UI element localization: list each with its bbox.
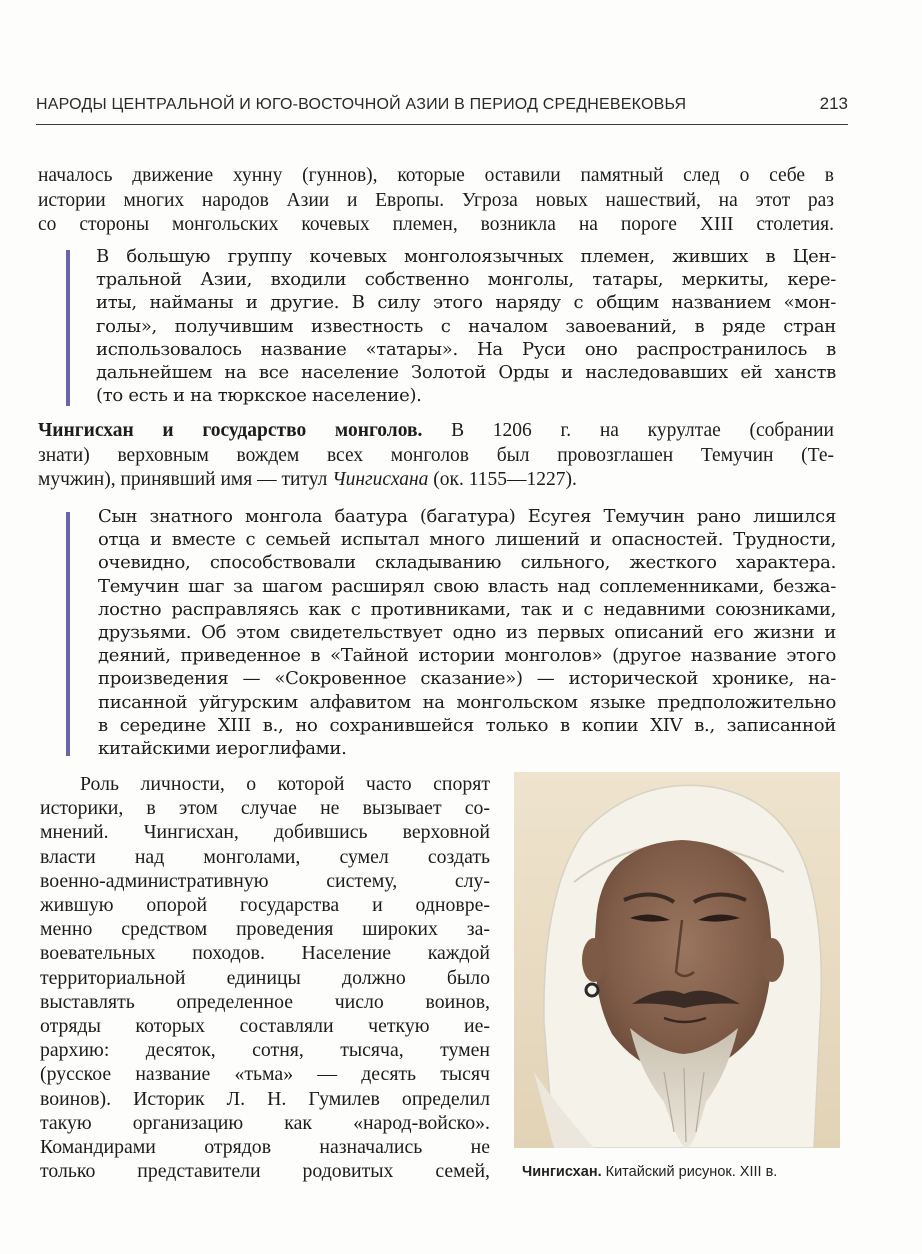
text-line: голы», получившим известность с началом завоеваний, в ряде стран [96, 315, 836, 337]
section-heading: Чингисхан и государство монголов. [38, 420, 423, 441]
text-line: такую организацию как «народ-войско». [40, 1111, 490, 1134]
text-line: воевательных походов. Население каждой [40, 942, 490, 965]
text-line: очевидно, способствовали складыванию сильного, жесткого характера. [98, 552, 836, 574]
text-line: произведения — «Сокровенное сказание») — исторической хронике, на- [98, 668, 836, 690]
text-line: китайскими иероглифами. [98, 738, 347, 760]
text-line: только представители родовитых семей, [40, 1160, 490, 1183]
term-chingiskhan: Чингисхана [332, 469, 429, 491]
note-box-tribes [96, 245, 836, 407]
text-line: территориальной единицы должно было [40, 966, 490, 989]
section-line3-text: мучжин), принявший имя — титул [38, 469, 333, 491]
text-line: писанной уйгурским алфавитом на монгольском языке предположительно [98, 691, 836, 713]
text-line: рархию: десяток, сотня, тысяча, тумен [40, 1039, 490, 1062]
note-box-temuchin [98, 505, 836, 760]
text-line: использовалось название «татары». На Руси оно распространилось в [96, 338, 836, 360]
section-paragraph [38, 419, 834, 493]
text-line: истории многих народов Азии и Европы. Угроза новых нашествий, на этот раз [38, 189, 834, 211]
text-line: Роль личности, о которой часто спорят [80, 773, 490, 795]
note-sidebar-accent [66, 512, 70, 756]
text-line: отца и вместе с семьей испытал много лишений и опасностей. Трудности, [98, 529, 836, 551]
text-line: отряды которых составляли четкую ие- [40, 1015, 490, 1038]
text-line: жившую опорой государства и одновре- [40, 894, 490, 917]
text-line [38, 468, 834, 493]
text-line: военно-административную систему, слу- [40, 869, 490, 892]
text-line: Темучин шаг за шагом расширял свою власть над соплеменниками, безжа- [98, 575, 836, 597]
text-line: дальнейшем на все население Золотой Орды и наследовавших ей ханств [96, 362, 836, 384]
section-line1-text: В 1206 г. на курултае (собрании [422, 420, 834, 441]
portrait-drawing [514, 772, 840, 1148]
text-line: Командирами отрядов назначались не [40, 1136, 490, 1159]
text-line: историки, в этом случае не вызывает со- [40, 797, 490, 820]
text-line: тральной Азии, входили собственно монголы, татары, меркиты, кере- [96, 269, 836, 291]
text-line: В большую группу кочевых монголоязычных племен, живших в Цен- [96, 246, 836, 267]
page-number: 213 [819, 94, 848, 113]
text-line: (то есть и на тюркское население). [96, 385, 422, 407]
intro-paragraph [38, 164, 834, 238]
main-paragraph [40, 772, 490, 1183]
note-sidebar-accent [66, 250, 70, 406]
text-line [38, 419, 834, 444]
text-line: началось движение хунну (гуннов), которые оставили памятный след о себе в [38, 165, 834, 186]
running-header [36, 94, 848, 125]
text-line: иты, найманы и другие. В силу этого наряду с общим названием «мон- [96, 292, 836, 314]
text-line: друзьями. Об этом свидетельствует одно из первых описаний его жизни и [98, 622, 836, 644]
text-line: власти над монголами, сумел создать [40, 845, 490, 868]
text-line: со стороны монгольских кочевых племен, возникла на пороге XIII столетия. [38, 214, 834, 236]
text-line: менно средством проведения широких за- [40, 918, 490, 941]
text-line: (русское название «тьма» — десять тысяч [40, 1063, 490, 1086]
running-title: НАРОДЫ ЦЕНТРАЛЬНОЙ И ЮГО-ВОСТОЧНОЙ АЗИИ В ПЕРИОД СРЕДНЕВЕКОВЬЯ [36, 96, 687, 113]
caption-text: Китайский рисунок. XIII в. [601, 1164, 778, 1180]
figure-caption [522, 1164, 777, 1180]
text-line: знати) верховным вождем всех монголов был провозглашен Темучин (Те- [38, 444, 834, 466]
text-line: деяний, приведенное в «Тайной истории монголов» (другое название этого [98, 645, 836, 667]
chingiskhan-portrait [514, 772, 840, 1148]
text-line: воинов). Историк Л. Н. Гумилев определил [40, 1087, 490, 1110]
text-line: в середине XIII в., но сохранившейся только в копии XIV в., записанной [98, 714, 836, 736]
text-line: лостно расправляясь как с противниками, так и с недавними союзниками, [98, 598, 836, 620]
text-line: выставлять определенное число воинов, [40, 990, 490, 1013]
caption-title: Чингисхан. [522, 1164, 602, 1180]
text-line: Сын знатного монгола баатура (багатура) Есугея Темучин рано лишился [98, 506, 836, 527]
section-line3-end: (ок. 1155—1227). [428, 469, 577, 491]
text-line: мнений. Чингисхан, добившись верховной [40, 821, 490, 844]
